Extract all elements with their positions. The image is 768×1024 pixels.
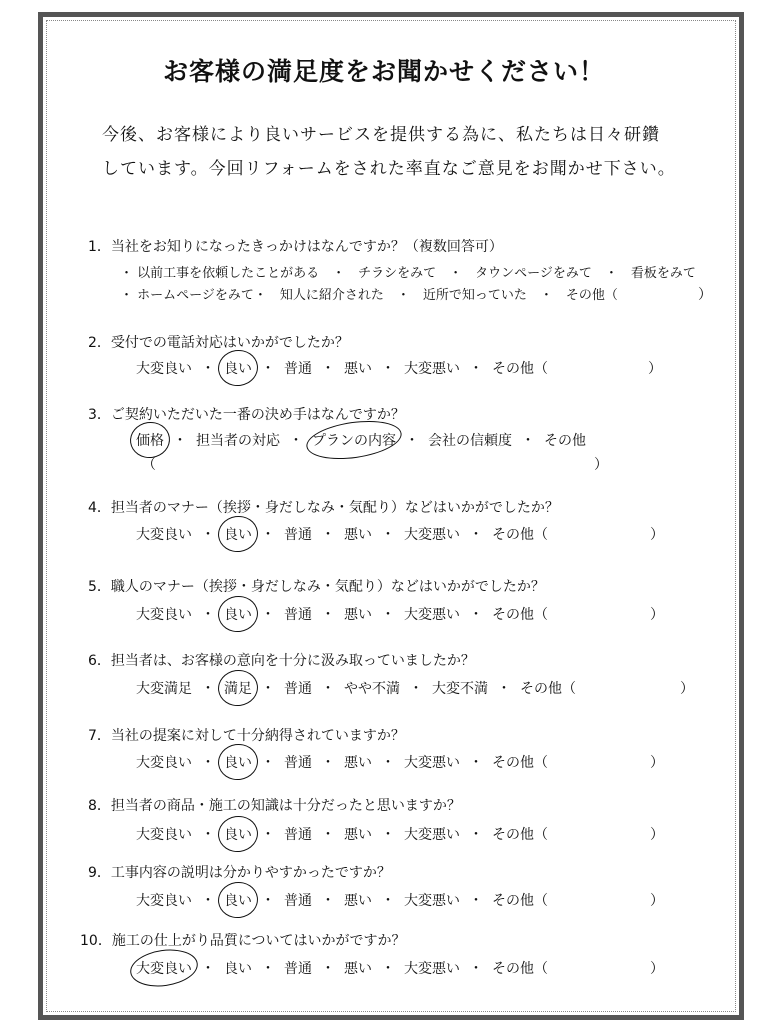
q4-options: 大変良い ・ 良い ・ 普通 ・ 悪い ・ 大変悪い ・ その他（ [136,524,548,544]
q10-option-good[interactable]: 良い [224,961,252,977]
q2-option-very-bad[interactable]: 大変悪い [404,361,460,377]
q3-option-trust[interactable]: 会社の信頼度 [428,433,512,449]
q4-option-bad[interactable]: 悪い [344,527,372,543]
q5-option-very-bad[interactable]: 大変悪い [404,607,460,623]
q2-other-close: ） [648,361,662,377]
q4-other-close: ） [650,527,664,543]
q4-option-average[interactable]: 普通 [284,527,312,543]
q8-other-close: ） [650,827,664,843]
q9-option-very-good[interactable]: 大変良い [136,893,192,909]
question-3: 3．ご契約いただいた一番の決め手はなんですか？ [88,407,405,423]
question-4: 4．担当者のマナー（挨拶・身だしなみ・気配り）などはいかがでしたか？ [88,500,559,516]
q7-option-very-good[interactable]: 大変良い [136,755,192,771]
q10-option-very-good[interactable]: 大変良い [136,958,192,978]
question-8: 8．担当者の商品・施工の知識は十分だったと思いますか？ [88,798,461,814]
q8-option-very-bad[interactable]: 大変悪い [404,827,460,843]
q4-option-good[interactable]: 良い [224,524,252,544]
q5-option-bad[interactable]: 悪い [344,607,372,623]
q7-options: 大変良い ・ 良い ・ 普通 ・ 悪い ・ 大変悪い ・ その他（ [136,752,548,772]
q3-other-close: ） [594,457,608,473]
q1-options-line-2: ・ ホームページをみて・ 知人に紹介された ・ 近所で知っていた ・ その他（ [120,288,618,303]
q3-other-open: （ [142,457,156,473]
question-2: 2．受付での電話対応はいかがでしたか？ [88,335,349,351]
question-1: 1．当社をお知りになったきっかけはなんですか？（複数回答可） [88,239,503,255]
q9-option-average[interactable]: 普通 [284,893,312,909]
q10-option-very-bad[interactable]: 大変悪い [404,961,460,977]
q9-option-very-bad[interactable]: 大変悪い [404,893,460,909]
q5-option-very-good[interactable]: 大変良い [136,607,192,623]
q3-option-other[interactable]: その他 [544,433,586,449]
q8-option-very-good[interactable]: 大変良い [136,827,192,843]
q7-other-close: ） [650,755,664,771]
q10-other-close: ） [650,961,664,977]
q2-option-other[interactable]: その他（ [492,361,548,377]
q3-options: 価格 ・ 担当者の対応 ・ プランの内容 ・ 会社の信頼度 ・ その他 [136,430,586,450]
q9-option-bad[interactable]: 悪い [344,893,372,909]
question-10: 10．施工の仕上がり品質についてはいかがですか？ [80,933,406,949]
q9-option-other[interactable]: その他（ [492,893,548,909]
q10-option-bad[interactable]: 悪い [344,961,372,977]
q7-option-very-bad[interactable]: 大変悪い [404,755,460,771]
q2-option-bad[interactable]: 悪い [344,361,372,377]
question-7: 7．当社の提案に対して十分納得されていますか？ [88,728,405,744]
q8-option-bad[interactable]: 悪い [344,827,372,843]
q8-option-other[interactable]: その他（ [492,827,548,843]
question-6: 6．担当者は、お客様の意向を十分に汲み取っていましたか？ [88,653,475,669]
q4-option-very-good[interactable]: 大変良い [136,527,192,543]
q7-option-average[interactable]: 普通 [284,755,312,771]
q10-options: 大変良い ・ 良い ・ 普通 ・ 悪い ・ 大変悪い ・ その他（ [136,958,548,978]
q5-option-average[interactable]: 普通 [284,607,312,623]
q5-option-good[interactable]: 良い [224,604,252,624]
q2-options: 大変良い ・ 良い ・ 普通 ・ 悪い ・ 大変悪い ・ その他（ [136,358,548,378]
q3-option-plan[interactable]: プランの内容 [312,430,396,450]
q5-option-other[interactable]: その他（ [492,607,548,623]
q8-options: 大変良い ・ 良い ・ 普通 ・ 悪い ・ 大変悪い ・ その他（ [136,824,548,844]
q7-option-good[interactable]: 良い [224,752,252,772]
q6-option-other[interactable]: その他（ [520,681,576,697]
q2-option-good[interactable]: 良い [224,358,252,378]
q5-other-close: ） [650,607,664,623]
q6-option-average[interactable]: 普通 [284,681,312,697]
q10-option-average[interactable]: 普通 [284,961,312,977]
question-9: 9．工事内容の説明は分かりやすかったですか？ [88,865,391,881]
q6-option-slightly-dissatisfied[interactable]: やや不満 [344,681,400,697]
q2-option-very-good[interactable]: 大変良い [136,361,192,377]
q9-other-close: ） [650,893,664,909]
q8-option-good[interactable]: 良い [224,824,252,844]
q6-other-close: ） [680,681,694,697]
q4-option-other[interactable]: その他（ [492,527,548,543]
q6-option-satisfied[interactable]: 満足 [224,678,252,698]
q6-option-very-satisfied[interactable]: 大変満足 [136,681,192,697]
question-5: 5．職人のマナー（挨拶・身だしなみ・気配り）などはいかがでしたか？ [88,579,545,595]
q7-option-other[interactable]: その他（ [492,755,548,771]
form-title: お客様の満足度をお聞かせください！ [162,57,605,86]
q9-option-good[interactable]: 良い [224,890,252,910]
q1-options-line-1: ・ 以前工事を依頼したことがある ・ チラシをみて ・ タウンページをみて ・ 看板をみて [120,266,696,281]
intro-line-1: 今後、お客様により良いサービスを提供する為に、私たちは日々研鑽 [102,125,660,145]
q2-option-average[interactable]: 普通 [284,361,312,377]
q6-option-very-dissatisfied[interactable]: 大変不満 [432,681,488,697]
q4-option-very-bad[interactable]: 大変悪い [404,527,460,543]
intro-line-2: しています。今回リフォームをされた率直なご意見をお聞かせ下さい。 [102,159,676,179]
q5-options: 大変良い ・ 良い ・ 普通 ・ 悪い ・ 大変悪い ・ その他（ [136,604,548,624]
q3-option-price[interactable]: 価格 [136,430,164,450]
q6-options: 大変満足 ・ 満足 ・ 普通 ・ やや不満 ・ 大変不満 ・ その他（ [136,678,576,698]
q3-option-staff[interactable]: 担当者の対応 [196,433,280,449]
q8-option-average[interactable]: 普通 [284,827,312,843]
q7-option-bad[interactable]: 悪い [344,755,372,771]
q10-option-other[interactable]: その他（ [492,961,548,977]
q1-other-close: ） [698,287,712,303]
q9-options: 大変良い ・ 良い ・ 普通 ・ 悪い ・ 大変悪い ・ その他（ [136,890,548,910]
